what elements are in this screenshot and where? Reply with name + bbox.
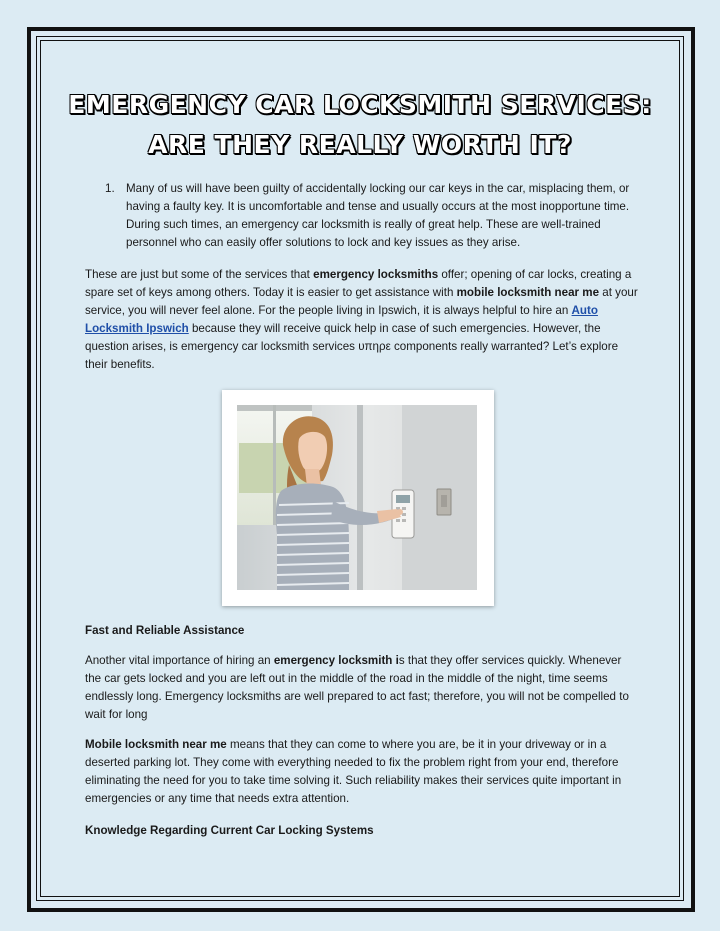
bold-mobile-locksmith: Mobile locksmith near me bbox=[85, 738, 227, 751]
text-run: at your service, you will never feel alone. For the people living in Ipswich, it is always helpful to hire an bbox=[85, 286, 638, 317]
bold-emergency-locksmiths: emergency locksmiths bbox=[313, 268, 439, 281]
heading-fast-reliable: Fast and Reliable Assistance bbox=[85, 624, 245, 637]
mobile-locksmith-paragraph bbox=[85, 736, 640, 808]
title-line-1: EMERGENCY CAR LOCKSMITH SERVICES: bbox=[68, 90, 652, 119]
text-run: means that they can come to where you are, be it in your driveway or in a deserted parking lot. They come with everything needed to fix the problem right from your end, therefore eliminating the need for you to take time solving it. Such reliability makes their services quite important in emergencies or any time that needs extra attention. bbox=[85, 738, 622, 805]
woman-keypad-photo bbox=[237, 405, 477, 590]
text-run: because they will receive quick help in case of such emergencies. However, the question arises, is emergency car locksmith services υπηρε components really warranted? Let’s explore their benefits. bbox=[85, 322, 619, 371]
text-run: Another vital importance of hiring an bbox=[85, 654, 274, 667]
text-run: offer; opening of car locks, creating a spare set of keys among others. Today it is easier to get assistance with bbox=[85, 268, 632, 299]
list-item-text: Many of us will have been guilty of accidentally locking our car keys in the car, misplacing them, or having a faulty key. It is uncomfortable and tense and usually occurs at the most inopportune time. During such times, an emergency car locksmith is really of great help. These are well-trained personnel who can easily offer solutions to lock and key issues as they arise. bbox=[126, 182, 630, 249]
auto-locksmith-ipswich-link[interactable]: Auto Locksmith Ipswich bbox=[85, 304, 598, 335]
article-photo-frame bbox=[222, 390, 494, 606]
fast-assistance-paragraph bbox=[85, 652, 640, 724]
page-title bbox=[60, 85, 660, 165]
bold-mobile-locksmith: mobile locksmith near me bbox=[456, 286, 600, 299]
heading-knowledge: Knowledge Regarding Current Car Locking Systems bbox=[85, 824, 374, 837]
text-run: s that they offer services quickly. Whenever the car gets locked and you are left out in the middle of the road in the middle of the night, time seems endlessly long. Emergency locksmiths are well prepared to act fast; therefore, you will not be compelled to wait for long bbox=[85, 654, 629, 721]
text-run: These are just but some of the services that bbox=[85, 268, 314, 281]
title-line-2: ARE THEY REALLY WORTH IT? bbox=[148, 130, 572, 159]
list-item-number: 1. bbox=[105, 182, 115, 195]
intro-paragraph bbox=[85, 266, 640, 374]
bold-emergency-locksmith: emergency locksmith i bbox=[273, 654, 399, 667]
